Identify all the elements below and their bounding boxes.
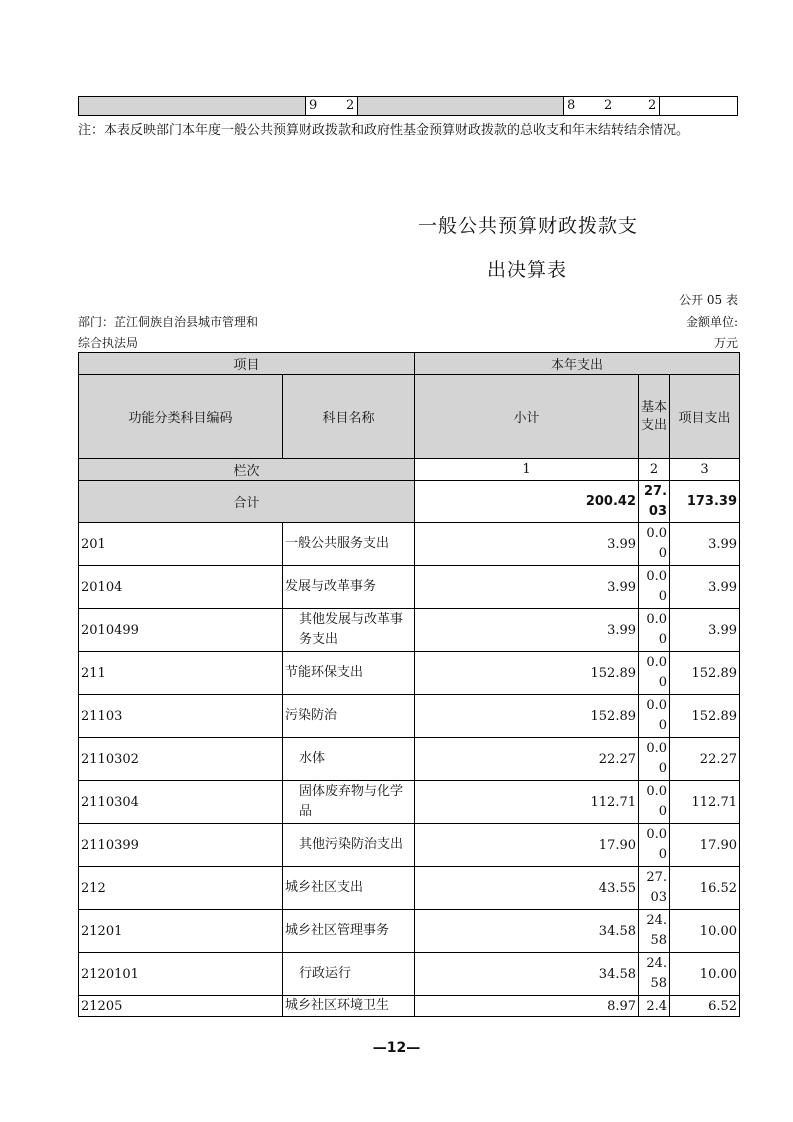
table-note: 注：本表反映部门本年度一般公共预算财政拨款和政府性基金预算财政拨款的总收支和年末结转结余情况。 — [78, 123, 690, 138]
row-code: 21205 — [79, 996, 283, 1017]
row-subtotal: 152.89 — [415, 695, 639, 738]
row-project: 3.99 — [670, 566, 740, 609]
row-basic: 0.00 — [639, 609, 670, 652]
row-basic: 0.00 — [639, 738, 670, 781]
header-func-code: 功能分类科目编码 — [79, 375, 283, 459]
row-project: 17.90 — [670, 824, 740, 867]
row-name: 污染防治 — [283, 695, 415, 738]
fragment-cell — [306, 97, 358, 115]
page-title-line1: 一般公共预算财政拨款支 — [418, 215, 639, 237]
row-project: 3.99 — [670, 523, 740, 566]
table-row — [79, 738, 740, 781]
fragment-value: 2 — [648, 98, 657, 113]
row-code: 201 — [79, 523, 283, 566]
row-basic: 2.4 — [639, 996, 670, 1017]
row-name: 节能环保支出 — [283, 652, 415, 695]
fragment-cell — [564, 97, 660, 115]
row-subtotal: 112.71 — [415, 781, 639, 824]
department-label-cont: 综合执法局 — [78, 336, 139, 350]
row-subtotal: 34.58 — [415, 953, 639, 996]
header-col-index: 2 — [639, 459, 670, 481]
table-row — [79, 996, 740, 1017]
row-basic: 24.58 — [639, 953, 670, 996]
fragment-shaded-cell — [358, 97, 564, 115]
row-subtotal: 3.99 — [415, 609, 639, 652]
row-basic: 0.00 — [639, 566, 670, 609]
row-code: 211 — [79, 652, 283, 695]
row-code: 20104 — [79, 566, 283, 609]
header-basic: 基本支出 — [639, 375, 670, 459]
row-project: 10.00 — [670, 953, 740, 996]
header-current-year: 本年支出 — [415, 353, 740, 375]
row-basic: 0.00 — [639, 523, 670, 566]
row-name: 其他污染防治支出 — [283, 824, 415, 867]
header-subject-name: 科目名称 — [283, 375, 415, 459]
row-project: 152.89 — [670, 652, 740, 695]
row-code: 21201 — [79, 910, 283, 953]
header-col-index: 3 — [670, 459, 740, 481]
row-name: 其他发展与改革事务支出 — [283, 609, 415, 652]
row-project: 22.27 — [670, 738, 740, 781]
row-project: 112.71 — [670, 781, 740, 824]
previous-table-fragment — [78, 96, 738, 116]
row-subtotal: 43.55 — [415, 867, 639, 910]
row-name: 城乡社区环境卫生 — [283, 996, 415, 1017]
row-basic: 0.00 — [639, 695, 670, 738]
unit-label: 金额单位: — [685, 315, 738, 329]
fragment-value: 2 — [604, 98, 613, 113]
total-label: 合计 — [79, 481, 415, 523]
row-subtotal: 17.90 — [415, 824, 639, 867]
department-label: 部门：芷江侗族自治县城市管理和 — [78, 315, 259, 329]
row-code: 212 — [79, 867, 283, 910]
table-row — [79, 867, 740, 910]
table-row — [79, 953, 740, 996]
fragment-shaded-cell — [79, 97, 306, 115]
row-basic: 24.58 — [639, 910, 670, 953]
row-project: 3.99 — [670, 609, 740, 652]
row-basic: 27.03 — [639, 867, 670, 910]
table-row — [79, 652, 740, 695]
fragment-value: 9 — [309, 98, 318, 113]
fragment-value: 8 — [567, 98, 576, 113]
fragment-value: 2 — [346, 98, 355, 113]
row-code: 2110399 — [79, 824, 283, 867]
table-row — [79, 609, 740, 652]
page-title-line2: 出决算表 — [487, 259, 568, 281]
page-number: —12— — [372, 1040, 421, 1056]
expenditure-table — [78, 352, 740, 1017]
row-name: 城乡社区支出 — [283, 867, 415, 910]
row-subtotal: 8.97 — [415, 996, 639, 1017]
header-subtotal: 小计 — [415, 375, 639, 459]
row-name: 一般公共服务支出 — [283, 523, 415, 566]
row-basic: 0.00 — [639, 824, 670, 867]
unit-value: 万元 — [713, 336, 738, 350]
row-name: 城乡社区管理事务 — [283, 910, 415, 953]
table-row — [79, 566, 740, 609]
total-project: 173.39 — [670, 481, 740, 523]
row-project: 16.52 — [670, 867, 740, 910]
total-basic: 27.03 — [639, 481, 670, 523]
table-row — [79, 523, 740, 566]
header-col-index: 1 — [415, 459, 639, 481]
row-subtotal: 3.99 — [415, 523, 639, 566]
table-row — [79, 781, 740, 824]
row-subtotal: 3.99 — [415, 566, 639, 609]
header-row-label: 栏次 — [79, 459, 415, 481]
row-code: 2010499 — [79, 609, 283, 652]
row-name: 发展与改革事务 — [283, 566, 415, 609]
table-row — [79, 824, 740, 867]
row-name: 行政运行 — [283, 953, 415, 996]
row-subtotal: 34.58 — [415, 910, 639, 953]
row-name: 固体废弃物与化学品 — [283, 781, 415, 824]
row-name: 水体 — [283, 738, 415, 781]
row-project: 152.89 — [670, 695, 740, 738]
row-basic: 0.00 — [639, 781, 670, 824]
row-project: 6.52 — [670, 996, 740, 1017]
row-code: 2120101 — [79, 953, 283, 996]
row-code: 2110302 — [79, 738, 283, 781]
row-code: 2110304 — [79, 781, 283, 824]
row-basic: 0.00 — [639, 652, 670, 695]
row-project: 10.00 — [670, 910, 740, 953]
row-subtotal: 152.89 — [415, 652, 639, 695]
table-number: 公开 05 表 — [679, 293, 738, 307]
table-row — [79, 910, 740, 953]
row-subtotal: 22.27 — [415, 738, 639, 781]
total-subtotal: 200.42 — [415, 481, 639, 523]
row-code: 21103 — [79, 695, 283, 738]
header-project: 项目 — [79, 353, 415, 375]
header-project-exp: 项目支出 — [670, 375, 740, 459]
table-row — [79, 695, 740, 738]
